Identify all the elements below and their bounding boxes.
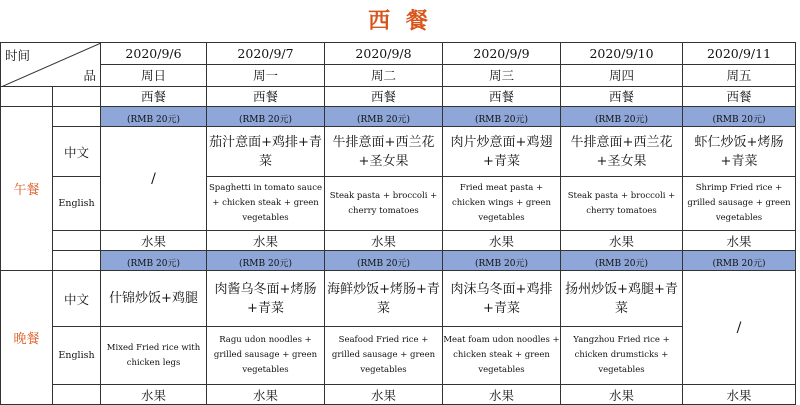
price-cell (443, 251, 561, 271)
price-cell (561, 107, 683, 127)
menu-title: 西 餐 (368, 8, 432, 34)
empty-cell (53, 251, 101, 271)
cuisine-row (1, 87, 796, 107)
date-cell: 2020/9/8 (325, 43, 443, 65)
date-cell: 2020/9/10 (561, 43, 683, 65)
dish-en: Ragu udon noodles + grilled sausage + green vegetables (207, 327, 325, 385)
price-cell (207, 107, 325, 127)
dinner-label-text: 晚餐 (13, 332, 40, 347)
price-text: (RMB 20元) (475, 115, 528, 125)
weekday-cell: 周一 (207, 65, 325, 87)
price-cell (101, 107, 207, 127)
empty-cell (53, 87, 101, 107)
price-text: (RMB 20元) (357, 259, 410, 269)
dish-en: Steak pasta + broccoli + cherry tomatoes (561, 177, 683, 231)
dish-cn: 肉片炒意面+鸡翅+青菜 (443, 127, 561, 177)
dinner-en-row (1, 327, 796, 385)
dish-cn: 海鲜炒饭+烤肠+青菜 (325, 271, 443, 327)
price-text: (RMB 20元) (239, 115, 292, 125)
weekday-row (1, 65, 796, 87)
lunch-fruit-row (1, 231, 796, 251)
dish-en: Meat foam udon noodles + chicken steak + green vegetables (443, 327, 561, 385)
price-cell (561, 251, 683, 271)
price-cell (207, 251, 325, 271)
date-row (1, 43, 796, 65)
dish-en: Seafood Fried rice + grilled sausage + green vegetables (325, 327, 443, 385)
price-cell (683, 251, 796, 271)
dish-en: Fried meat pasta + chicken wings + green vegetables (443, 177, 561, 231)
dinner-cn-row (1, 271, 796, 327)
cuisine-cell: 西餐 (101, 87, 207, 107)
date-cell: 2020/9/9 (443, 43, 561, 65)
weekday-cell: 周三 (443, 65, 561, 87)
dish-cn: 虾仁炒饭+烤肠+青菜 (683, 127, 796, 177)
price-cell (101, 251, 207, 271)
price-text: (RMB 20元) (712, 115, 766, 125)
empty-cell (53, 107, 101, 127)
fruit-cell: 水果 (561, 385, 683, 405)
dish-en: Shrimp Fried rice + grilled sausage + green vegetables (683, 177, 796, 231)
weekday-cell: 周四 (561, 65, 683, 87)
dish-en: Yangzhou Fried rice + chicken drumsticks + vegetables (561, 327, 683, 385)
price-text: (RMB 20元) (127, 115, 180, 125)
price-cell (443, 107, 561, 127)
cuisine-cell: 西餐 (561, 87, 683, 107)
fruit-cell: 水果 (101, 385, 207, 405)
dish-cn: 牛排意面+西兰花+圣女果 (561, 127, 683, 177)
price-text: (RMB 20元) (595, 259, 648, 269)
price-text: (RMB 20元) (712, 259, 766, 269)
fruit-cell: 水果 (561, 231, 683, 251)
dish-cn: 扬州炒饭+鸡腿+青菜 (561, 271, 683, 327)
no-meal-mark: / (101, 127, 207, 231)
fruit-cell: 水果 (207, 385, 325, 405)
dish-cn: 茄汁意面+鸡排+青菜 (207, 127, 325, 177)
menu-table (0, 42, 796, 405)
empty-cell (53, 385, 101, 405)
chinese-label: 中文 (53, 127, 101, 177)
weekday-cell: 周五 (683, 65, 796, 87)
cuisine-cell: 西餐 (683, 87, 796, 107)
fruit-cell: 水果 (443, 385, 561, 405)
price-text: (RMB 20元) (239, 259, 292, 269)
cuisine-cell: 西餐 (207, 87, 325, 107)
fruit-cell: 水果 (443, 231, 561, 251)
fruit-cell: 水果 (207, 231, 325, 251)
dinner-fruit-row (1, 385, 796, 405)
cuisine-cell: 西餐 (325, 87, 443, 107)
date-cell: 2020/9/7 (207, 43, 325, 65)
corner-header (1, 43, 101, 87)
fruit-cell: 水果 (101, 231, 207, 251)
corner-label-time: 时间 (5, 48, 31, 63)
empty-cell (53, 231, 101, 251)
english-label: English (53, 327, 101, 385)
chinese-label: 中文 (53, 271, 101, 327)
lunch-price-row (1, 107, 796, 127)
dish-cn: 牛排意面+西兰花+圣女果 (325, 127, 443, 177)
lunch-label (1, 107, 53, 271)
price-text: (RMB 20元) (357, 115, 410, 125)
price-cell (683, 107, 796, 127)
dish-en: Mixed Fried rice with chicken legs (101, 327, 207, 385)
dish-en: Steak pasta + broccoli + cherry tomatoes (325, 177, 443, 231)
fruit-cell: 水果 (325, 231, 443, 251)
english-label: English (53, 177, 101, 231)
cuisine-cell: 西餐 (443, 87, 561, 107)
dinner-label (1, 271, 53, 405)
no-meal-mark: / (683, 271, 796, 385)
weekday-cell: 周二 (325, 65, 443, 87)
corner-label-item: 品 (83, 68, 96, 83)
price-text: (RMB 20元) (127, 259, 180, 269)
fruit-cell: 水果 (683, 385, 796, 405)
weekday-cell: 周日 (101, 65, 207, 87)
fruit-cell: 水果 (325, 385, 443, 405)
price-text: (RMB 20元) (475, 259, 528, 269)
dinner-price-row (1, 251, 796, 271)
date-cell: 2020/9/11 (683, 43, 796, 65)
dish-en: Spaghetti in tomato sauce + chicken steak + green vegetables (207, 177, 325, 231)
fruit-cell: 水果 (683, 231, 796, 251)
dish-cn: 肉酱乌冬面+烤肠+青菜 (207, 271, 325, 327)
date-cell: 2020/9/6 (101, 43, 207, 65)
dish-cn: 什锦炒饭+鸡腿 (101, 271, 207, 327)
lunch-label-text: 午餐 (13, 183, 40, 198)
empty-cell (1, 87, 53, 107)
lunch-cn-row (1, 127, 796, 177)
price-text: (RMB 20元) (595, 115, 648, 125)
dish-cn: 肉沫乌冬面+鸡排+青菜 (443, 271, 561, 327)
price-cell (325, 107, 443, 127)
price-cell (325, 251, 443, 271)
